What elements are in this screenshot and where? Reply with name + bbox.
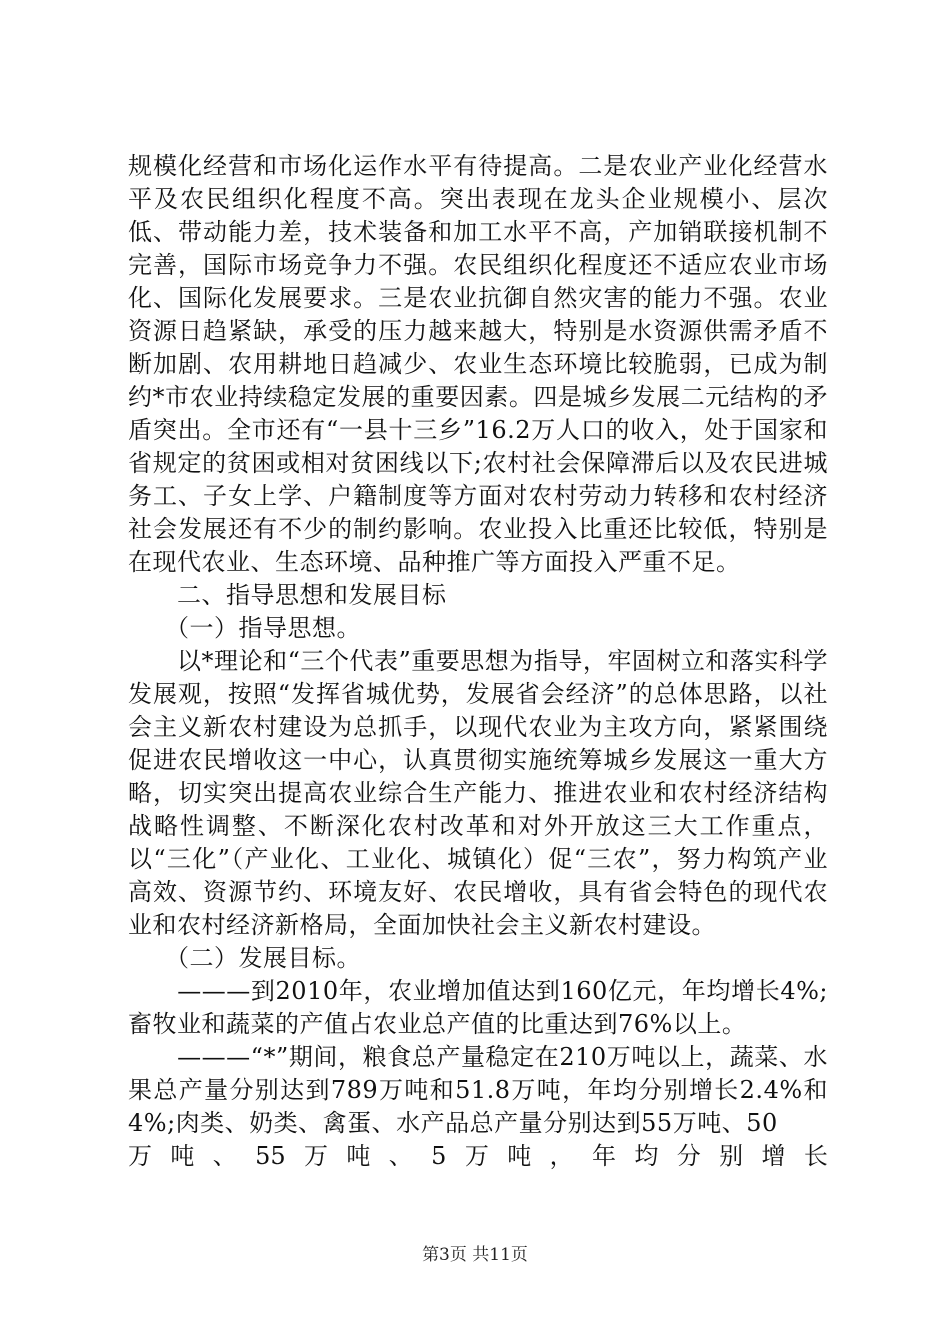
subheading-guiding-ideology: （一）指导思想。 [128, 614, 361, 642]
last-line-token: ， [549, 1142, 574, 1170]
last-line-token: 分 [676, 1142, 701, 1170]
subheading-development-goals: （二）发展目标。 [128, 944, 361, 972]
page-number: 第3页 共11页 [422, 1245, 528, 1265]
document-body [128, 150, 828, 1173]
last-line-token: 吨 [346, 1142, 371, 1170]
last-line-token: 、 [388, 1142, 413, 1170]
last-line-token: 增 [761, 1142, 786, 1170]
last-line-token: 长 [803, 1142, 828, 1170]
paragraph-goal-output: ———“*”期间，粮食总产量稳定在210万吨以上，蔬菜、水果总产量分别达到789万吨和51.8万吨，年均分别增长2.4%和4%;肉类、奶类、禽蛋、水产品总产量分别达到55万吨、50 [128, 1043, 828, 1137]
last-line-token: 5 [431, 1142, 447, 1170]
last-line-token: 吨 [507, 1142, 532, 1170]
last-line-token: 万 [304, 1142, 329, 1170]
paragraph-guiding-ideology: 以*理论和“三个代表”重要思想为指导，牢固树立和落实科学发展观，按照“发挥省城优势，发展省会经济”的总体思路，以社会主义新农村建设为总抓手，以现代农业为主攻方向，紧紧围绕促进农民增收这一中心，认真贯彻实施统筹城乡发展这一重大方略，切实突出提高农业综合生产能力、推进农业和农村经济结构战略性调整、不断深化农村改革和对外开放这三大工作重点，以“三化”（产业化、工业化、城镇化）促“三农”，努力构筑产业高效、资源节约、环境友好、农民增收，具有省会特色的现代农业和农村经济新格局，全面加快社会主义新农村建设。 [128, 647, 828, 939]
paragraph-goal-2010: ———到2010年，农业增加值达到160亿元，年均增长4%;畜牧业和蔬菜的产值占农业总产值的比重达到76%以上。 [128, 977, 828, 1038]
page-footer [0, 1240, 950, 1265]
last-line-token: 、 [212, 1142, 237, 1170]
paragraph-problems: 规模化经营和市场化运作水平有待提高。二是农业产业化经营水平及农民组织化程度不高。突出表现在龙头企业规模小、层次低、带动能力差，技术装备和加工水平不高，产加销联接机制不完善，国际市场竞争力不强。农民组织化程度还不适应农业市场化、国际化发展要求。三是农业抗御自然灾害的能力不强。农业资源日趋紧缺，承受的压力越来越大，特别是水资源供需矛盾不断加剧、农用耕地日趋减少、农业生态环境比较脆弱，已成为制约*市农业持续稳定发展的重要因素。四是城乡发展二元结构的矛盾突出。全市还有“一县十三乡”16.2万人口的收入，处于国家和省规定的贫困或相对贫困线以下;农村社会保障滞后以及农民进城务工、子女上学、户籍制度等方面对农村劳动力转移和农村经济社会发展还有不少的制约影响。农业投入比重还比较低，特别是在现代农业、生态环境、品种推广等方面投入严重不足。 [128, 152, 828, 576]
last-line-token: 年 [591, 1142, 616, 1170]
last-line-token: 吨 [170, 1142, 195, 1170]
last-line-token: 万 [128, 1142, 152, 1170]
last-line-token: 55 [255, 1142, 286, 1170]
section-heading-guiding-ideology: 二、指导思想和发展目标 [128, 581, 447, 609]
last-line-token: 万 [464, 1142, 489, 1170]
last-line-token: 别 [719, 1142, 744, 1170]
justified-last-line [128, 1140, 828, 1173]
last-line-token: 均 [634, 1142, 659, 1170]
